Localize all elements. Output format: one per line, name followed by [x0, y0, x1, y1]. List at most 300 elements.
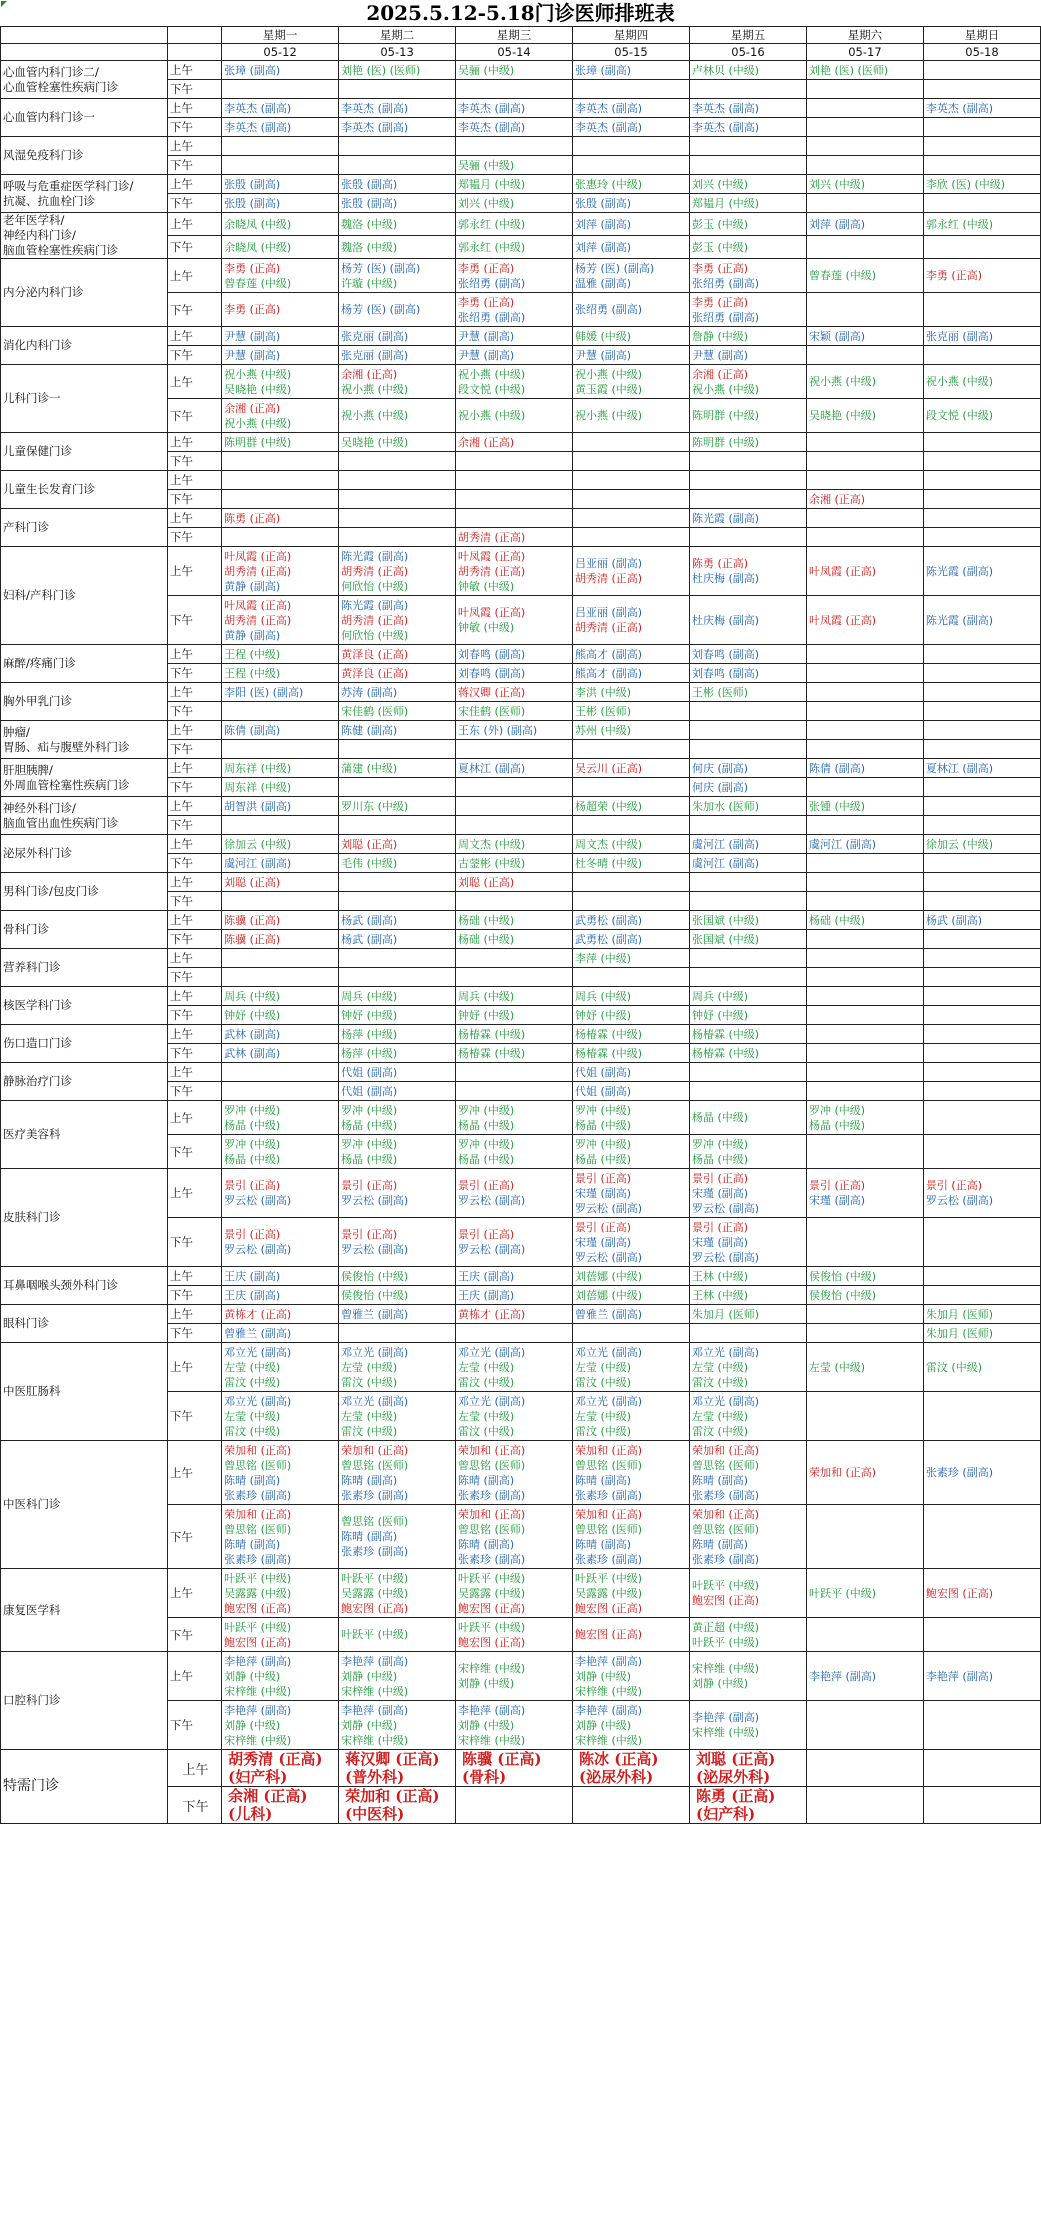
schedule-cell[interactable]: [923, 213, 1040, 236]
schedule-cell[interactable]: [923, 175, 1040, 194]
schedule-cell[interactable]: [222, 490, 339, 509]
schedule-cell[interactable]: [689, 1324, 806, 1343]
schedule-cell[interactable]: [456, 1025, 573, 1044]
special-cell[interactable]: [923, 1750, 1040, 1787]
schedule-cell[interactable]: [339, 327, 456, 346]
schedule-cell[interactable]: [222, 175, 339, 194]
schedule-cell[interactable]: [806, 509, 923, 528]
schedule-cell[interactable]: [222, 892, 339, 911]
schedule-cell[interactable]: [339, 433, 456, 452]
schedule-cell[interactable]: [456, 816, 573, 835]
schedule-cell[interactable]: [339, 1082, 456, 1101]
schedule-cell[interactable]: [456, 873, 573, 892]
schedule-cell[interactable]: [806, 1082, 923, 1101]
schedule-cell[interactable]: [456, 175, 573, 194]
schedule-cell[interactable]: [806, 399, 923, 433]
special-cell[interactable]: [339, 1750, 456, 1787]
schedule-cell[interactable]: [689, 528, 806, 547]
schedule-cell[interactable]: [222, 1006, 339, 1025]
schedule-cell[interactable]: [339, 346, 456, 365]
schedule-cell[interactable]: [689, 1343, 806, 1392]
schedule-cell[interactable]: [573, 1324, 690, 1343]
schedule-cell[interactable]: [222, 547, 339, 596]
schedule-cell[interactable]: [339, 1569, 456, 1618]
schedule-cell[interactable]: [573, 452, 690, 471]
schedule-cell[interactable]: [222, 1652, 339, 1701]
schedule-cell[interactable]: [806, 213, 923, 236]
special-cell[interactable]: [689, 1787, 806, 1824]
schedule-cell[interactable]: [689, 80, 806, 99]
schedule-cell[interactable]: [456, 509, 573, 528]
schedule-cell[interactable]: [806, 293, 923, 327]
schedule-cell[interactable]: [339, 1218, 456, 1267]
schedule-cell[interactable]: [222, 346, 339, 365]
schedule-cell[interactable]: [339, 137, 456, 156]
schedule-cell[interactable]: [923, 80, 1040, 99]
schedule-cell[interactable]: [339, 1267, 456, 1286]
schedule-cell[interactable]: [573, 1392, 690, 1441]
schedule-cell[interactable]: [456, 99, 573, 118]
schedule-cell[interactable]: [689, 61, 806, 80]
schedule-cell[interactable]: [456, 365, 573, 399]
schedule-cell[interactable]: [923, 759, 1040, 778]
schedule-cell[interactable]: [923, 873, 1040, 892]
schedule-cell[interactable]: [806, 490, 923, 509]
schedule-cell[interactable]: [456, 759, 573, 778]
schedule-cell[interactable]: [456, 1618, 573, 1652]
schedule-cell[interactable]: [689, 490, 806, 509]
schedule-cell[interactable]: [339, 1618, 456, 1652]
schedule-cell[interactable]: [222, 778, 339, 797]
schedule-cell[interactable]: [573, 1569, 690, 1618]
schedule-cell[interactable]: [573, 1505, 690, 1569]
schedule-cell[interactable]: [689, 911, 806, 930]
schedule-cell[interactable]: [222, 293, 339, 327]
schedule-cell[interactable]: [222, 930, 339, 949]
schedule-cell[interactable]: [923, 399, 1040, 433]
schedule-cell[interactable]: [456, 1006, 573, 1025]
schedule-cell[interactable]: [689, 721, 806, 740]
schedule-cell[interactable]: [456, 1218, 573, 1267]
schedule-cell[interactable]: [456, 528, 573, 547]
schedule-cell[interactable]: [222, 987, 339, 1006]
schedule-cell[interactable]: [339, 547, 456, 596]
schedule-cell[interactable]: [689, 156, 806, 175]
schedule-cell[interactable]: [573, 213, 690, 236]
schedule-cell[interactable]: [573, 854, 690, 873]
schedule-cell[interactable]: [923, 137, 1040, 156]
schedule-cell[interactable]: [573, 1135, 690, 1169]
schedule-cell[interactable]: [573, 1652, 690, 1701]
schedule-cell[interactable]: [456, 702, 573, 721]
special-cell[interactable]: [456, 1750, 573, 1787]
schedule-cell[interactable]: [573, 259, 690, 293]
schedule-cell[interactable]: [689, 1063, 806, 1082]
schedule-cell[interactable]: [806, 175, 923, 194]
schedule-cell[interactable]: [923, 528, 1040, 547]
schedule-cell[interactable]: [339, 509, 456, 528]
special-cell[interactable]: [806, 1750, 923, 1787]
schedule-cell[interactable]: [573, 721, 690, 740]
schedule-cell[interactable]: [339, 213, 456, 236]
special-cell[interactable]: [573, 1787, 690, 1824]
schedule-cell[interactable]: [339, 1505, 456, 1569]
schedule-cell[interactable]: [923, 683, 1040, 702]
schedule-cell[interactable]: [573, 399, 690, 433]
schedule-cell[interactable]: [222, 1441, 339, 1505]
schedule-cell[interactable]: [456, 1135, 573, 1169]
schedule-cell[interactable]: [689, 1025, 806, 1044]
schedule-cell[interactable]: [456, 645, 573, 664]
schedule-cell[interactable]: [339, 1343, 456, 1392]
schedule-cell[interactable]: [689, 293, 806, 327]
schedule-cell[interactable]: [456, 854, 573, 873]
schedule-cell[interactable]: [339, 721, 456, 740]
schedule-cell[interactable]: [222, 61, 339, 80]
schedule-cell[interactable]: [806, 365, 923, 399]
schedule-cell[interactable]: [923, 1267, 1040, 1286]
schedule-cell[interactable]: [573, 327, 690, 346]
schedule-cell[interactable]: [222, 118, 339, 137]
schedule-cell[interactable]: [339, 259, 456, 293]
schedule-cell[interactable]: [573, 740, 690, 759]
schedule-cell[interactable]: [806, 873, 923, 892]
schedule-cell[interactable]: [689, 949, 806, 968]
schedule-cell[interactable]: [456, 1044, 573, 1063]
schedule-cell[interactable]: [222, 596, 339, 645]
schedule-cell[interactable]: [806, 194, 923, 213]
schedule-cell[interactable]: [222, 1343, 339, 1392]
schedule-cell[interactable]: [573, 1025, 690, 1044]
schedule-cell[interactable]: [222, 528, 339, 547]
schedule-cell[interactable]: [339, 778, 456, 797]
schedule-cell[interactable]: [689, 433, 806, 452]
schedule-cell[interactable]: [456, 1324, 573, 1343]
schedule-cell[interactable]: [689, 213, 806, 236]
schedule-cell[interactable]: [456, 1392, 573, 1441]
schedule-cell[interactable]: [339, 1101, 456, 1135]
schedule-cell[interactable]: [923, 1441, 1040, 1505]
schedule-cell[interactable]: [689, 702, 806, 721]
schedule-cell[interactable]: [923, 949, 1040, 968]
schedule-cell[interactable]: [689, 873, 806, 892]
schedule-cell[interactable]: [806, 892, 923, 911]
schedule-cell[interactable]: [689, 259, 806, 293]
schedule-cell[interactable]: [923, 1082, 1040, 1101]
schedule-cell[interactable]: [456, 1101, 573, 1135]
schedule-cell[interactable]: [923, 1618, 1040, 1652]
schedule-cell[interactable]: [923, 1135, 1040, 1169]
schedule-cell[interactable]: [339, 759, 456, 778]
schedule-cell[interactable]: [573, 80, 690, 99]
schedule-cell[interactable]: [923, 645, 1040, 664]
schedule-cell[interactable]: [923, 509, 1040, 528]
schedule-cell[interactable]: [222, 664, 339, 683]
schedule-cell[interactable]: [339, 683, 456, 702]
schedule-cell[interactable]: [923, 118, 1040, 137]
schedule-cell[interactable]: [456, 835, 573, 854]
schedule-cell[interactable]: [222, 1618, 339, 1652]
schedule-cell[interactable]: [689, 365, 806, 399]
schedule-cell[interactable]: [339, 80, 456, 99]
schedule-cell[interactable]: [689, 471, 806, 490]
schedule-cell[interactable]: [573, 236, 690, 259]
schedule-cell[interactable]: [806, 1169, 923, 1218]
schedule-cell[interactable]: [339, 175, 456, 194]
schedule-cell[interactable]: [923, 835, 1040, 854]
schedule-cell[interactable]: [689, 236, 806, 259]
schedule-cell[interactable]: [573, 1441, 690, 1505]
schedule-cell[interactable]: [806, 547, 923, 596]
schedule-cell[interactable]: [456, 1305, 573, 1324]
schedule-cell[interactable]: [573, 1343, 690, 1392]
schedule-cell[interactable]: [222, 236, 339, 259]
schedule-cell[interactable]: [339, 797, 456, 816]
schedule-cell[interactable]: [573, 835, 690, 854]
schedule-cell[interactable]: [222, 80, 339, 99]
schedule-cell[interactable]: [923, 1025, 1040, 1044]
schedule-cell[interactable]: [222, 433, 339, 452]
schedule-cell[interactable]: [573, 1618, 690, 1652]
schedule-cell[interactable]: [923, 236, 1040, 259]
schedule-cell[interactable]: [689, 1505, 806, 1569]
schedule-cell[interactable]: [806, 1305, 923, 1324]
schedule-cell[interactable]: [806, 740, 923, 759]
schedule-cell[interactable]: [923, 797, 1040, 816]
schedule-cell[interactable]: [806, 596, 923, 645]
schedule-cell[interactable]: [456, 194, 573, 213]
schedule-cell[interactable]: [573, 175, 690, 194]
schedule-cell[interactable]: [923, 1701, 1040, 1750]
schedule-cell[interactable]: [806, 1267, 923, 1286]
schedule-cell[interactable]: [806, 1441, 923, 1505]
schedule-cell[interactable]: [689, 327, 806, 346]
schedule-cell[interactable]: [222, 759, 339, 778]
schedule-cell[interactable]: [806, 835, 923, 854]
schedule-cell[interactable]: [339, 399, 456, 433]
schedule-cell[interactable]: [339, 873, 456, 892]
schedule-cell[interactable]: [456, 471, 573, 490]
schedule-cell[interactable]: [689, 1701, 806, 1750]
schedule-cell[interactable]: [222, 1025, 339, 1044]
schedule-cell[interactable]: [806, 259, 923, 293]
schedule-cell[interactable]: [573, 61, 690, 80]
schedule-cell[interactable]: [573, 137, 690, 156]
schedule-cell[interactable]: [573, 873, 690, 892]
schedule-cell[interactable]: [222, 645, 339, 664]
schedule-cell[interactable]: [689, 854, 806, 873]
schedule-cell[interactable]: [456, 987, 573, 1006]
schedule-cell[interactable]: [339, 664, 456, 683]
schedule-cell[interactable]: [222, 683, 339, 702]
schedule-cell[interactable]: [689, 399, 806, 433]
special-cell[interactable]: [222, 1787, 339, 1824]
schedule-cell[interactable]: [456, 213, 573, 236]
schedule-cell[interactable]: [222, 509, 339, 528]
schedule-cell[interactable]: [923, 61, 1040, 80]
schedule-cell[interactable]: [689, 664, 806, 683]
schedule-cell[interactable]: [456, 137, 573, 156]
schedule-cell[interactable]: [339, 740, 456, 759]
special-cell[interactable]: [222, 1750, 339, 1787]
schedule-cell[interactable]: [222, 1324, 339, 1343]
schedule-cell[interactable]: [456, 399, 573, 433]
schedule-cell[interactable]: [689, 137, 806, 156]
schedule-cell[interactable]: [222, 259, 339, 293]
schedule-cell[interactable]: [689, 797, 806, 816]
schedule-cell[interactable]: [923, 740, 1040, 759]
schedule-cell[interactable]: [923, 1343, 1040, 1392]
schedule-cell[interactable]: [923, 194, 1040, 213]
schedule-cell[interactable]: [806, 1652, 923, 1701]
schedule-cell[interactable]: [806, 433, 923, 452]
schedule-cell[interactable]: [456, 1441, 573, 1505]
schedule-cell[interactable]: [689, 1618, 806, 1652]
schedule-cell[interactable]: [689, 1569, 806, 1618]
schedule-cell[interactable]: [923, 1305, 1040, 1324]
schedule-cell[interactable]: [923, 259, 1040, 293]
schedule-cell[interactable]: [806, 1569, 923, 1618]
schedule-cell[interactable]: [806, 987, 923, 1006]
schedule-cell[interactable]: [806, 930, 923, 949]
schedule-cell[interactable]: [923, 327, 1040, 346]
schedule-cell[interactable]: [689, 1392, 806, 1441]
schedule-cell[interactable]: [689, 968, 806, 987]
schedule-cell[interactable]: [339, 987, 456, 1006]
schedule-cell[interactable]: [573, 365, 690, 399]
schedule-cell[interactable]: [806, 778, 923, 797]
schedule-cell[interactable]: [456, 80, 573, 99]
schedule-cell[interactable]: [456, 1652, 573, 1701]
schedule-cell[interactable]: [339, 1701, 456, 1750]
schedule-cell[interactable]: [222, 702, 339, 721]
schedule-cell[interactable]: [339, 1063, 456, 1082]
schedule-cell[interactable]: [573, 156, 690, 175]
schedule-cell[interactable]: [923, 346, 1040, 365]
schedule-cell[interactable]: [573, 1044, 690, 1063]
schedule-cell[interactable]: [923, 365, 1040, 399]
schedule-cell[interactable]: [689, 683, 806, 702]
schedule-cell[interactable]: [339, 118, 456, 137]
schedule-cell[interactable]: [923, 452, 1040, 471]
schedule-cell[interactable]: [689, 1082, 806, 1101]
schedule-cell[interactable]: [339, 1305, 456, 1324]
schedule-cell[interactable]: [339, 835, 456, 854]
schedule-cell[interactable]: [339, 156, 456, 175]
schedule-cell[interactable]: [806, 1392, 923, 1441]
schedule-cell[interactable]: [573, 1082, 690, 1101]
schedule-cell[interactable]: [806, 759, 923, 778]
schedule-cell[interactable]: [923, 1101, 1040, 1135]
schedule-cell[interactable]: [573, 1169, 690, 1218]
schedule-cell[interactable]: [222, 1505, 339, 1569]
schedule-cell[interactable]: [222, 399, 339, 433]
schedule-cell[interactable]: [222, 156, 339, 175]
schedule-cell[interactable]: [573, 194, 690, 213]
schedule-cell[interactable]: [573, 547, 690, 596]
schedule-cell[interactable]: [456, 346, 573, 365]
schedule-cell[interactable]: [573, 1701, 690, 1750]
schedule-cell[interactable]: [573, 1006, 690, 1025]
schedule-cell[interactable]: [222, 1101, 339, 1135]
schedule-cell[interactable]: [689, 1169, 806, 1218]
schedule-cell[interactable]: [923, 778, 1040, 797]
schedule-cell[interactable]: [689, 1286, 806, 1305]
schedule-cell[interactable]: [456, 1505, 573, 1569]
schedule-cell[interactable]: [806, 645, 923, 664]
schedule-cell[interactable]: [456, 1267, 573, 1286]
schedule-cell[interactable]: [573, 892, 690, 911]
schedule-cell[interactable]: [573, 645, 690, 664]
schedule-cell[interactable]: [339, 645, 456, 664]
special-cell[interactable]: [456, 1787, 573, 1824]
schedule-cell[interactable]: [222, 968, 339, 987]
schedule-cell[interactable]: [923, 987, 1040, 1006]
schedule-cell[interactable]: [222, 1267, 339, 1286]
schedule-cell[interactable]: [923, 892, 1040, 911]
schedule-cell[interactable]: [923, 1569, 1040, 1618]
schedule-cell[interactable]: [923, 702, 1040, 721]
schedule-cell[interactable]: [339, 1006, 456, 1025]
schedule-cell[interactable]: [923, 433, 1040, 452]
schedule-cell[interactable]: [806, 156, 923, 175]
schedule-cell[interactable]: [339, 99, 456, 118]
schedule-cell[interactable]: [222, 873, 339, 892]
schedule-cell[interactable]: [806, 721, 923, 740]
schedule-cell[interactable]: [689, 987, 806, 1006]
schedule-cell[interactable]: [573, 702, 690, 721]
schedule-cell[interactable]: [222, 327, 339, 346]
schedule-cell[interactable]: [456, 547, 573, 596]
schedule-cell[interactable]: [456, 1701, 573, 1750]
schedule-cell[interactable]: [456, 490, 573, 509]
schedule-cell[interactable]: [339, 596, 456, 645]
schedule-cell[interactable]: [923, 1286, 1040, 1305]
schedule-cell[interactable]: [456, 778, 573, 797]
schedule-cell[interactable]: [806, 664, 923, 683]
special-cell[interactable]: [339, 1787, 456, 1824]
schedule-cell[interactable]: [573, 99, 690, 118]
special-cell[interactable]: [689, 1750, 806, 1787]
schedule-cell[interactable]: [222, 740, 339, 759]
schedule-cell[interactable]: [806, 911, 923, 930]
schedule-cell[interactable]: [339, 854, 456, 873]
schedule-cell[interactable]: [923, 471, 1040, 490]
schedule-cell[interactable]: [923, 1505, 1040, 1569]
schedule-cell[interactable]: [573, 1286, 690, 1305]
schedule-cell[interactable]: [689, 452, 806, 471]
schedule-cell[interactable]: [339, 293, 456, 327]
schedule-cell[interactable]: [689, 1267, 806, 1286]
schedule-cell[interactable]: [456, 664, 573, 683]
schedule-cell[interactable]: [573, 293, 690, 327]
schedule-cell[interactable]: [806, 1025, 923, 1044]
schedule-cell[interactable]: [573, 1063, 690, 1082]
schedule-cell[interactable]: [222, 1082, 339, 1101]
schedule-cell[interactable]: [806, 528, 923, 547]
schedule-cell[interactable]: [573, 1218, 690, 1267]
schedule-cell[interactable]: [923, 664, 1040, 683]
schedule-cell[interactable]: [573, 968, 690, 987]
schedule-cell[interactable]: [806, 61, 923, 80]
schedule-cell[interactable]: [222, 797, 339, 816]
schedule-cell[interactable]: [806, 137, 923, 156]
schedule-cell[interactable]: [456, 433, 573, 452]
schedule-cell[interactable]: [689, 346, 806, 365]
schedule-cell[interactable]: [222, 452, 339, 471]
schedule-cell[interactable]: [689, 118, 806, 137]
schedule-cell[interactable]: [573, 471, 690, 490]
